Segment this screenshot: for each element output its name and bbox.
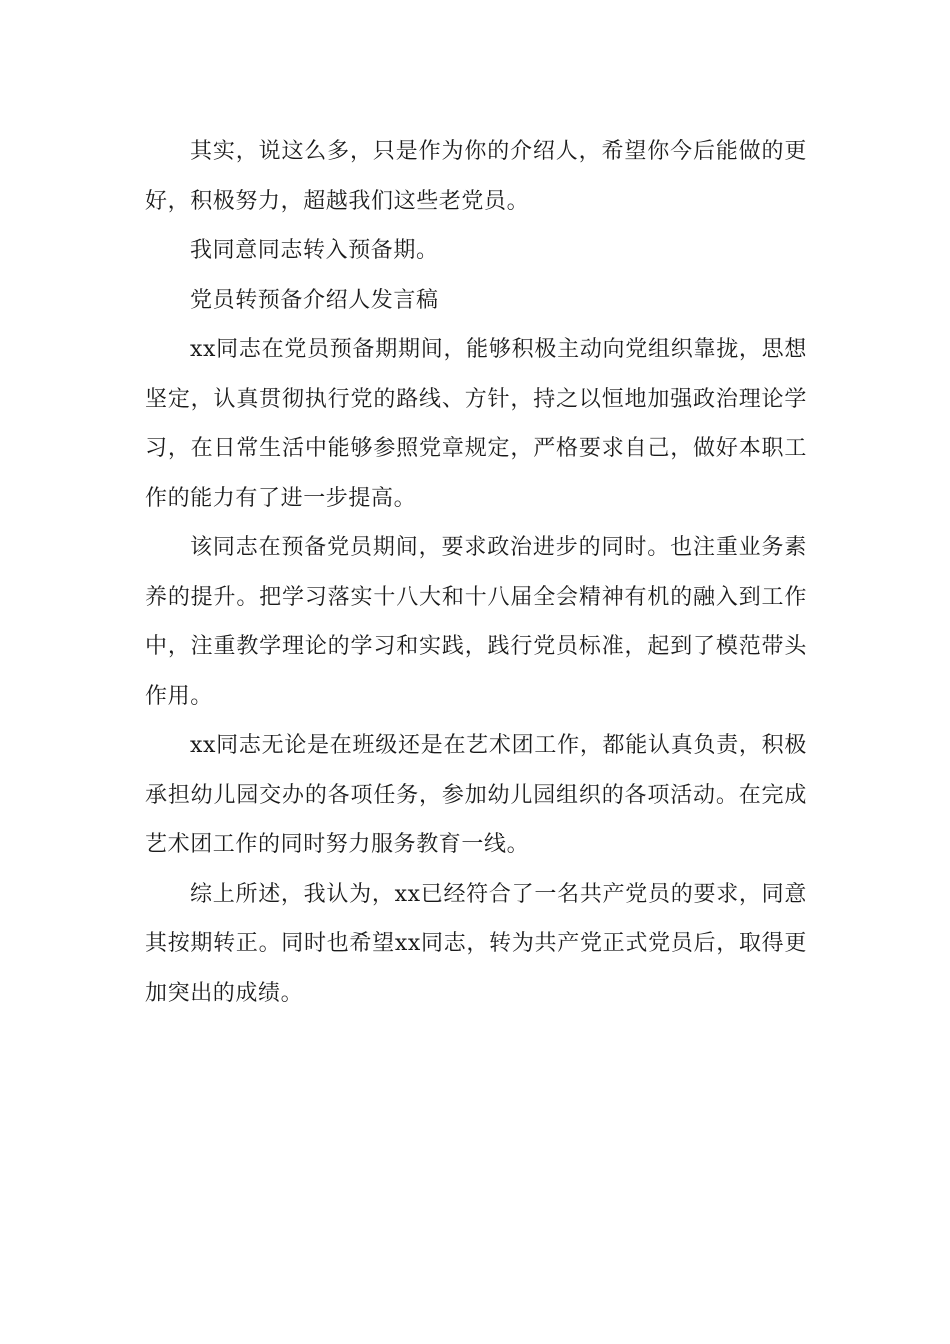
document-body — [145, 127, 807, 1018]
paragraph-conclusion: 综上所述，我认为，xx已经符合了一名共产党员的要求，同意其按期转正。同时也希望xx同志，转为共产党正式党员后，取得更加突出的成绩。 — [145, 881, 807, 1006]
paragraph-work-attitude: xx同志无论是在班级还是在艺术团工作，都能认真负责，积极承担幼儿园交办的各项任务，参加幼儿园组织的各项活动。在完成艺术团工作的同时努力服务教育一线。 — [145, 733, 807, 857]
paragraph-political-performance: xx同志在党员预备期期间，能够积极主动向党组织靠拢，思想坚定，认真贯彻执行党的路线、方针，持之以恒地加强政治理论学习，在日常生活中能够参照党章规定，严格要求自己，做好本职工作的能力有了进一步提高。 — [145, 337, 807, 511]
paragraph-professional-growth: 该同志在预备党员期间，要求政治进步的同时。也注重业务素养的提升。把学习落实十八大和十八届全会精神有机的融入到工作中，注重教学理论的学习和实践，践行党员标准，起到了模范带头作用。 — [145, 535, 807, 709]
paragraph-agreement: 我同意同志转入预备期。 — [190, 238, 439, 263]
section-heading: 党员转预备介绍人发言稿 — [190, 287, 439, 313]
paragraph-closing-remark: 其实，说这么多，只是作为你的介绍人，希望你今后能做的更好，积极努力，超越我们这些老党员。 — [145, 139, 807, 214]
